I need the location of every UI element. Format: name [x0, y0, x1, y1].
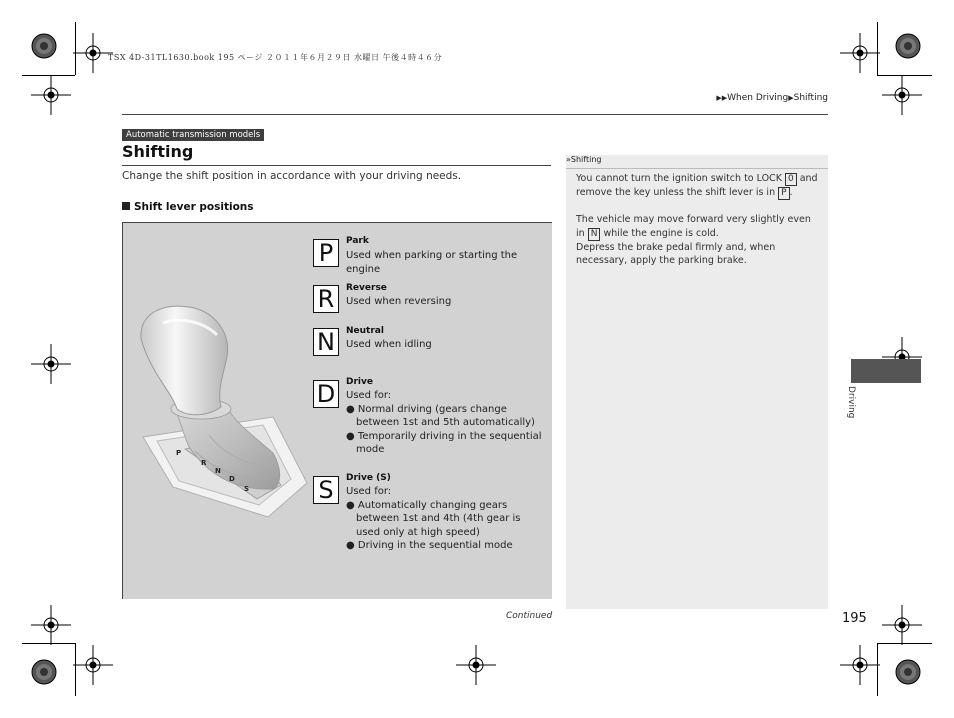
bullet-text: Automatically changing gears between 1st and 4th (4th gear is used only at high speed): [356, 499, 521, 538]
side-note-paragraph: [576, 213, 822, 241]
side-note-body: [576, 172, 822, 268]
gear-name-neutral: Neutral: [346, 326, 384, 336]
side-text-run: .: [789, 187, 793, 198]
breadcrumb-separator: ▶: [788, 94, 794, 102]
shift-lever-diagram: [122, 222, 552, 599]
gate-letter-s: S: [244, 485, 250, 493]
gear-name-park: Park: [346, 236, 369, 246]
key-park-icon: P: [778, 187, 789, 200]
gear-desc-drive: [346, 389, 546, 457]
side-note-tag-text: Shifting: [570, 155, 602, 164]
side-note-paragraph: Depress the brake pedal firmly and, when necessary, apply the parking brake.: [576, 241, 776, 266]
gear-desc-drive-lead: Used for:: [346, 390, 392, 401]
key-lock-icon: 0: [785, 173, 797, 186]
side-note-paragraph: [576, 172, 822, 200]
gear-desc-drive-bullet: ● Temporarily driving in the sequential mode: [346, 430, 542, 455]
side-note-rule: [566, 168, 828, 169]
gear-box-reverse: R: [313, 285, 339, 313]
gate-letter-p: P: [176, 449, 182, 457]
side-text-run: and remove the key unless the shift lever is in: [576, 173, 818, 198]
gear-box-drive: D: [313, 380, 339, 408]
continued-label: Continued: [506, 611, 553, 621]
gate-letter-r: R: [201, 459, 207, 467]
subheading-text: Shift lever positions: [134, 201, 254, 213]
gear-desc-drive-bullet: ● Normal driving (gears change between 1st and 5th automatically): [346, 403, 535, 428]
gear-box-sport: S: [313, 476, 339, 504]
square-bullet-icon: [122, 202, 130, 210]
gear-name-sport: Drive (S): [346, 473, 391, 483]
side-note-tag: [566, 155, 601, 164]
page-number: 195: [842, 611, 867, 626]
bullet-text: Normal driving (gears change between 1st and 5th automatically): [356, 403, 535, 428]
header-rule: [122, 114, 828, 115]
breadcrumb-section: When Driving: [727, 93, 789, 103]
bullet-text: Temporarily driving in the sequential mode: [356, 430, 542, 455]
gear-box-neutral: N: [313, 328, 339, 356]
title-rule: [122, 165, 551, 166]
gear-name-drive: Drive: [346, 377, 373, 387]
gate-letter-d: D: [229, 475, 235, 483]
gear-box-park: P: [313, 239, 339, 267]
gear-name-reverse: Reverse: [346, 283, 387, 293]
gear-desc-sport-bullet: ● Driving in the sequential mode: [346, 540, 513, 551]
chapter-tab-block: [851, 359, 921, 383]
gear-desc-neutral: Used when idling: [346, 339, 432, 350]
side-text-run: The vehicle may move forward very slightly even in: [576, 214, 811, 239]
gear-desc-sport-bullet: ● Automatically changing gears between 1st and 4th (4th gear is used only at high speed): [346, 499, 521, 538]
gear-desc-park: Used when parking or starting the engine: [346, 250, 518, 275]
shift-lever-illustration: [123, 223, 353, 599]
gear-desc-sport: [346, 485, 546, 553]
breadcrumb-page: Shifting: [793, 93, 828, 103]
gear-desc-sport-lead: Used for:: [346, 486, 392, 497]
intro-text: Change the shift position in accordance with your driving needs.: [122, 170, 462, 182]
breadcrumb: [716, 93, 828, 103]
key-neutral-icon: N: [588, 228, 601, 241]
subheading: [122, 201, 254, 213]
page-title: Shifting: [122, 142, 194, 161]
double-arrow-icon: »: [566, 155, 571, 164]
bullet-text: Driving in the sequential mode: [357, 540, 513, 551]
breadcrumb-arrows: ▶▶: [716, 94, 728, 102]
gear-desc-reverse: Used when reversing: [346, 296, 452, 307]
side-text-run: while the engine is cold.: [603, 227, 719, 239]
side-text-run: You cannot turn the ignition switch to LOCK: [576, 173, 782, 184]
print-header: TSX 4D-31TL1630.book 195 ページ ２０１１年６月２９日 水曜日 午後４時４６分: [108, 53, 443, 62]
gate-letter-n: N: [215, 467, 221, 475]
section-tag: Automatic transmission models: [122, 129, 264, 141]
chapter-tab-label: Driving: [846, 386, 856, 419]
